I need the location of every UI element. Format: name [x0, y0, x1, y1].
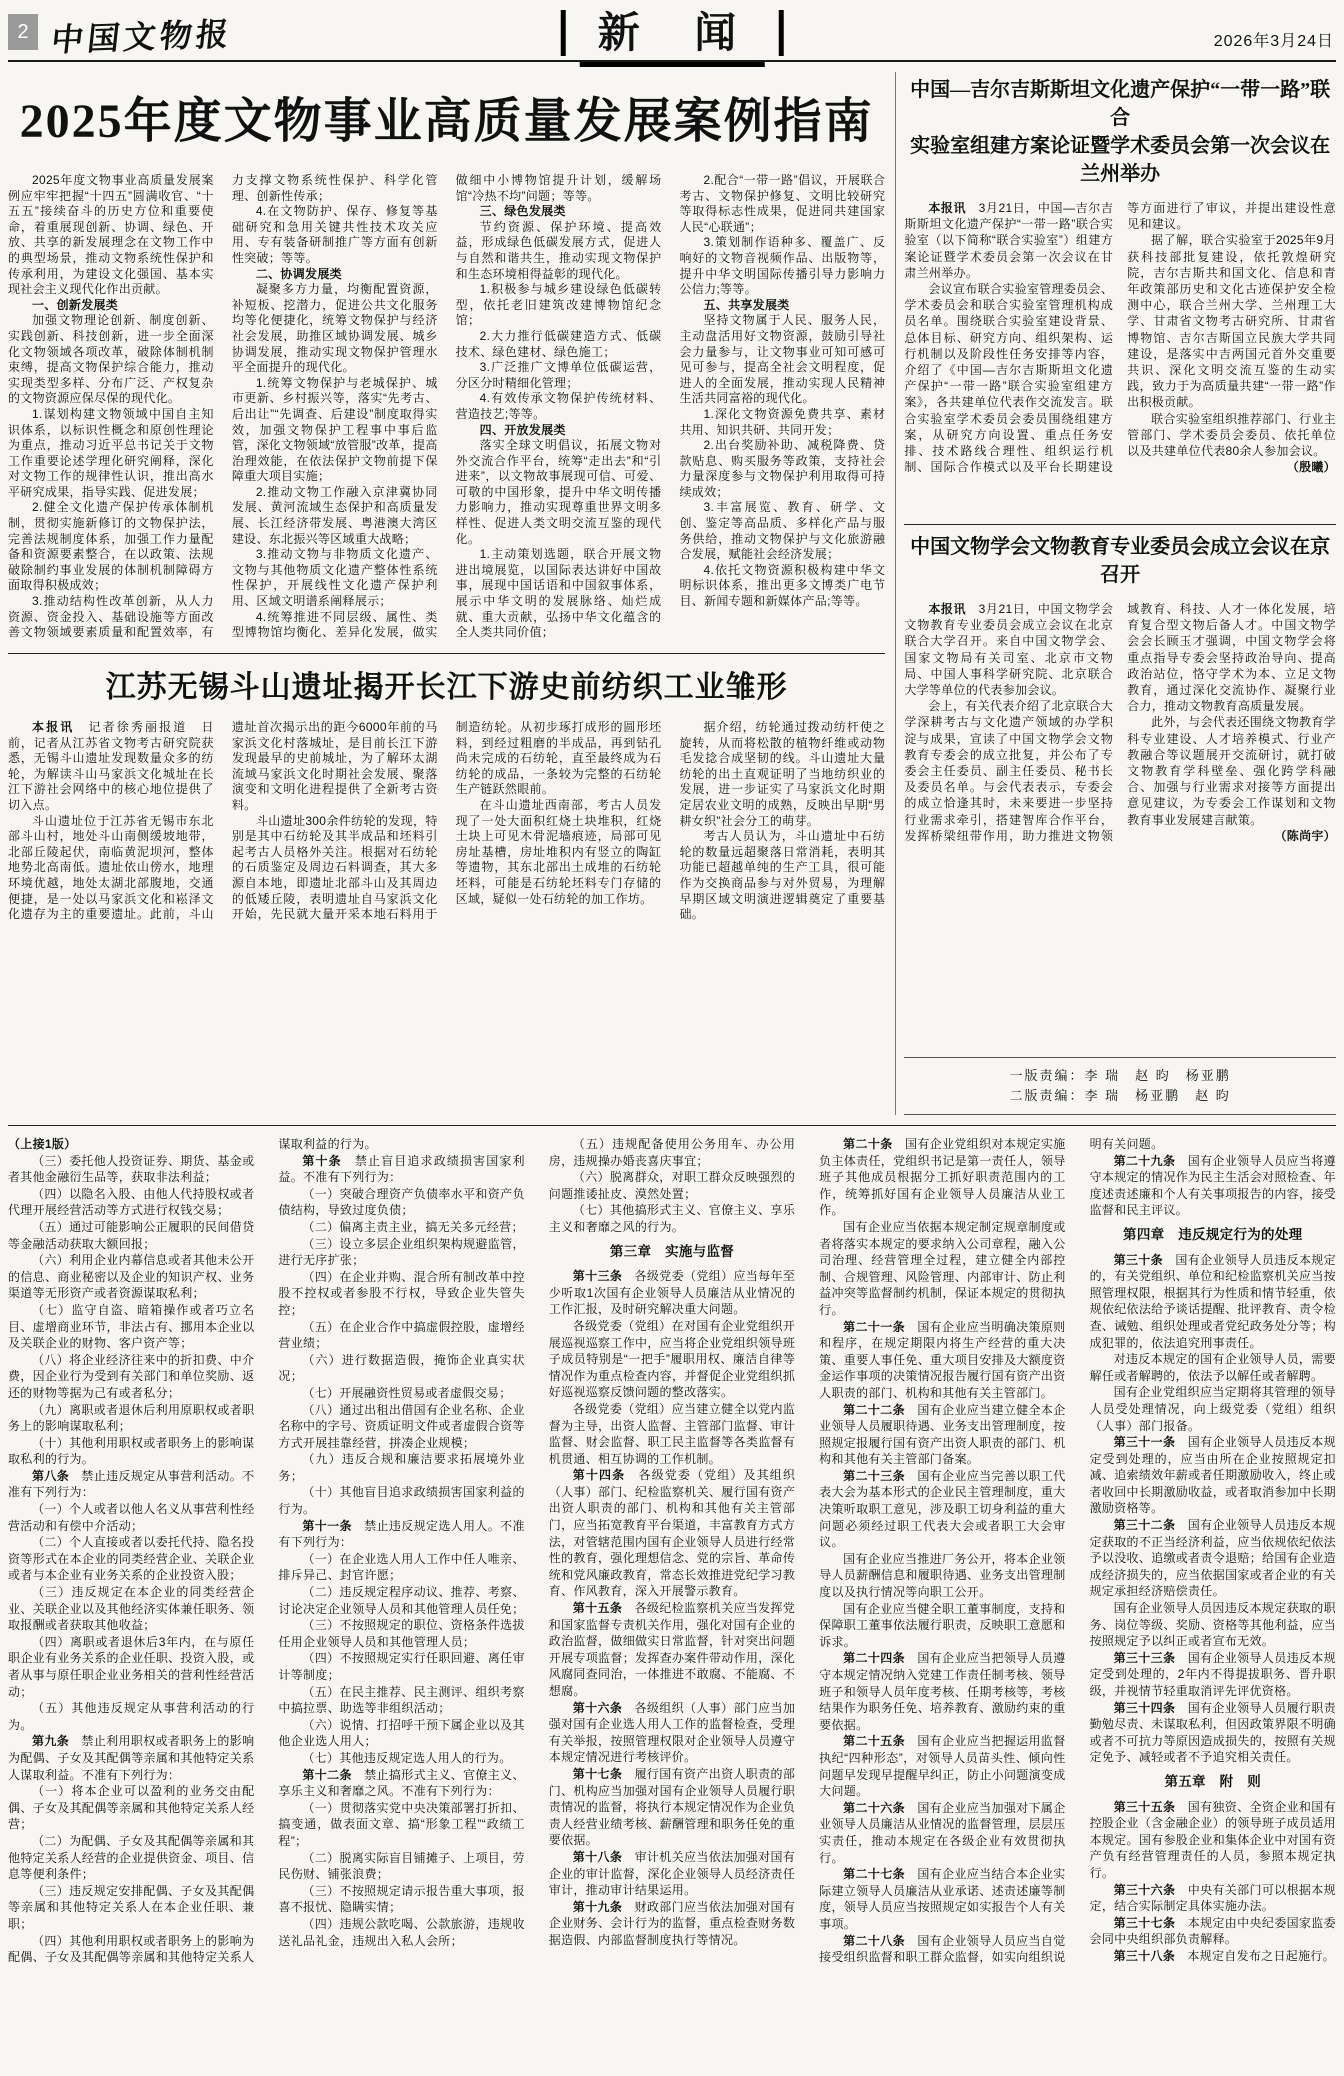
paragraph: 第十三条 各级党委（党组）应当每年至少听取1次国有企业领导人员廉洁从业情况的工作汇报，及时研究解决重大问题。 [548, 1269, 796, 1317]
paragraph: （八）通过出租出借国有企业名称、企业名称中的字号、资质证明文件或者虚假合资等方式开展挂靠经营，拼凑企业规模； [278, 1402, 525, 1450]
paragraph: （三）委托他人投资证券、期货、基金或者其他金融衍生品等，获取非法利益； [8, 1153, 255, 1185]
paragraph: 第二十九条 国有企业领导人员应当将遵守本规定的情况作为民主生活会对照检查、年度述责述廉和个人有关事项报告的内容，接受监督和民主评议。 [1089, 1153, 1336, 1218]
paragraph: （四）在企业并购、混合所有制改革中控股不控权或者参股不行权，导致企业失管失控； [278, 1269, 525, 1317]
paragraph: （四）不按照规定实行任职回避、离任审计等制度； [278, 1651, 525, 1682]
paragraph: （四）以隐名入股、由他人代持股权或者代理开展经营活动等方式进行权钱交易； [8, 1186, 255, 1218]
paragraph: 第二十二条 国有企业应当建立健全本企业领导人员履职待遇、业务支出管理制度，按照规定报履行国有资产出资人职责的部门、机构和其他有关主管部门备案。 [819, 1402, 1066, 1467]
paragraph: 斗山遗址300余件纺轮的发现，特别是其中石纺轮及其半成品和坯料引起考古人员格外关注。根据对石纺轮的石质鉴定及周边石料调查，其大多源自本地，即遗址北部斗山及其周边的低矮丘陵，表明遗址自马家浜文化开始，先民就大量开采本地石料用于制造纺轮。从初步琢打成形的圆形坯料，到经过粗磨的半成品，再到钻孔尚未完成的石纺轮，直至最终成为石纺轮的成品，一条较为完整的石纺轮生产链跃然眼前。 [231, 720, 662, 922]
paragraph: 第五章 附 则 [1164, 1773, 1262, 1789]
paragraph: 第十二条 禁止搞形式主义、官僚主义、享乐主义和奢靡之风。不准有下列行为： [278, 1767, 525, 1799]
paragraph: 一、创新发展类 [32, 297, 119, 312]
paragraph: 3.推动结构性改革创新，从人力资源、资金投入、基础设施等方面改善文物领域要素质量和配置效率，有力支撑文物系统性保护、科学化管理、创新性传承； [8, 173, 438, 640]
regulation-section [8, 1125, 1336, 2076]
paragraph: 对违反本规定的国有企业领导人员，需要解任或者解聘的，依法予以解任或者解聘。 [1089, 1352, 1336, 1383]
section-title-wrap [547, 6, 798, 60]
paragraph: 本报讯 3月21日，中国文物学会文物教育专业委员会成立会议在北京联合大学召开。来自中国文物学会、国家文物局有关司室、北京市文物局、中国人事科学研究院、北京联合大学等单位的代表参加会议。 [904, 602, 1114, 698]
main-article-body [8, 173, 885, 641]
paragraph: 二、协调发展类 [255, 266, 342, 281]
paragraph: （四）其他利用职权或者职务上的影响为配偶、子女及其配偶等亲属和其他特定关系人谋取利益的行为。 [8, 1137, 377, 1965]
paragraph: 1.深化文物资源免费共享、素材共用、知识共研、共同开发； [679, 406, 886, 437]
paragraph: 加强文物理论创新、制度创新、实践创新、科技创新，进一步全面深化文物领域各项改革，破除体制机制束缚，提高文物保护综合能力，推动实现类型多样、分布广泛、产权复杂的文物资源应保尽保的现代化。 [8, 313, 214, 406]
paragraph: 据了解，联合实验室于2025年9月获科技部批复建设，依托敦煌研究院，吉尔吉斯共和国文化、信息和青年政策部历史和文化古迹保护安全检测中心，联合兰州大学、兰州理工大学、甘肃省文物考古研究所、甘肃省博物馆、吉尔吉斯国立民族大学共同建设，是落实中吉两国元首外交重要共识、深化文明交流互鉴的生动实践，致力于为高质量共建“一带一路”作出积极贡献。 [1127, 233, 1336, 410]
paragraph: （十）其他利用职权或者职务上的影响谋取私利的行为。 [8, 1435, 255, 1467]
paragraph: 第三十二条 国有企业领导人员违反本规定获取的不正当经济利益，应当依规依纪依法予以没收、追缴或者责令退赔；给国有企业造成经济损失的，应当依据国家或者企业的有关规定承担经济赔偿责任。 [1089, 1518, 1336, 1599]
paragraph: （三）不按照规定请示报告重大事项，报喜不报忧、隐瞒实情； [278, 1883, 525, 1915]
paragraph: 1.统筹文物保护与老城保护、城市更新、乡村振兴等，落实“先考古、后出让”“先调查、后建设”制度取得实效，加强文物保护工程事中事后监管，深化文物领域“放管服”改革，提高治理效能，在依法保护文物前提下保障重大项目实施； [231, 375, 438, 484]
paragraph: 国有企业应当依据本规定制定规章制度或者将落实本规定的要求纳入公司章程，融入公司治理、经营管理全过程，建立健全内部控制、合规管理、风险管理、内部审计、防止利益冲突等监督制约机制，保证本规定的贯彻执行。 [819, 1219, 1066, 1317]
paragraph: 第四章 违反规定行为的处理 [1123, 1226, 1303, 1242]
paragraph: （二）偏离主责主业，搞无关多元经营； [302, 1219, 524, 1234]
jiangsu-article-headline: 江苏无锡斗山遗址揭开长江下游史前纺织工业雏形 [105, 671, 788, 704]
paragraph: （十）其他盲目追求政绩损害国家利益的行为。 [278, 1485, 525, 1517]
paragraph: （七）监守自盗、暗箱操作或者巧立名目、虚增商业环节，非法占有、挪用本企业以及关联企业的财物、客户资产等； [8, 1302, 255, 1351]
paragraph: （八）将企业经济往来中的折扣费、中介费，因企业行为受到有关部门和单位奖励、返还的财物等据为己有或者私分； [8, 1352, 255, 1400]
right-article1-headline [904, 76, 1336, 188]
divider-right-articles [904, 524, 1336, 525]
paragraph: 国有企业应当推进厂务公开，将本企业领导人员薪酬信息和履职待遇、业务支出管理制度以及执行情况等向职工公开。 [819, 1551, 1066, 1600]
paragraph: 考古人员认为，斗山遗址中石纺轮的数量远超聚落日常消耗，表明其功能已超越单纯的生产工具，很可能作为交换商品参与对外贸易，为理解早期区域文明演进逻辑奠定了重要基础。 [679, 829, 886, 922]
paragraph: 落实全球文明倡议，拓展文物对外交流合作平台，统筹“走出去”和“引进来”，以文物故事展现可信、可爱、可敬的中国形象，提升中华文明传播力影响力，推动实现尊重世界文明多样性、促进人类文明交流互鉴的现代化。 [455, 438, 662, 546]
paragraph: （五）在民主推荐、民主测评、组织考察中搞拉票、助选等非组织活动； [278, 1684, 525, 1716]
paragraph: （七）开展融资性贸易或者虚假交易； [302, 1385, 512, 1400]
paragraph: 第二十一条 国有企业应当明确决策原则和程序，在规定期限内将生产经营的重大决策、重要人事任免、重大项目安排及大额度资金运作事项的决策情况报告履行国有资产出资人职责的部门、机构和其他有关主管部门。 [819, 1319, 1066, 1400]
paragraph: 第九条 禁止利用职权或者职务上的影响为配偶、子女及其配偶等亲属和其他特定关系人谋取利益。不准有下列行为： [8, 1734, 255, 1782]
paragraph: （六）利用企业内幕信息或者其他未公开的信息、商业秘密以及企业的知识产权、业务渠道等无形资产或者资源谋取私利； [8, 1253, 255, 1301]
paragraph: 第三十三条 国有企业领导人员违反本规定受到处理的，2年内不得提拔职务、晋升职级，并视情节轻重取消评先评优资格。 [1089, 1650, 1336, 1698]
paragraph: 第三十一条 国有企业领导人员违反本规定受到处理的，应当由所在企业按照规定扣减、追索绩效年薪或者任期激励收入，终止或者收回中长期激励收益，或者取消参加中长期激励资格等。 [1089, 1435, 1336, 1516]
paragraph: 3.丰富展览、教育、研学、文创、鉴定等高品质、多样化产品与服务供给，推动文物保护与文化旅游融合发展，赋能社会经济发展； [679, 500, 886, 562]
paragraph: （四）离职或者退休后3年内，在与原任职企业有业务关系的企业任职、投资入股，或者从事与原任职企业业务相关的营利性经营活动； [8, 1634, 255, 1699]
section-bar-right-icon [778, 10, 783, 56]
paragraph: 2.大力推行低碳建造方式、低碳技术、绿色建材、绿色施工； [455, 328, 662, 359]
paragraph: 第三十六条 中央有关部门可以根据本规定，结合实际制定具体实施办法。 [1089, 1882, 1336, 1914]
paragraph: 第二十四条 国有企业应当把领导人员遵守本规定情况纳入党建工作责任制考核、领导班子和领导人员年度考核、任期考核等，考核结果作为职务任免、培养教育、激励约束的重要依据。 [819, 1651, 1066, 1732]
paragraph: （二）脱离实际盲目铺摊子、上项目，劳民伤财、铺张浪费； [278, 1850, 525, 1882]
paragraph: 第八条 禁止违反规定从事营利活动。不准有下列行为： [8, 1468, 255, 1500]
paragraph: （上接1版） [8, 1137, 77, 1151]
paragraph: （二）个人直接或者以委托代持、隐名投资等形式在本企业的同类经营企业、关联企业或者与本企业有业务关系的企业投资入股； [8, 1535, 255, 1583]
editors-box [904, 1057, 1336, 1115]
paragraph: （二）违反规定程序动议、推荐、考察、讨论决定企业领导人员和其他管理人员任免； [278, 1585, 525, 1616]
paragraph: （三）不按照规定的职位、资格条件选拔任用企业领导人员和其他管理人员； [278, 1618, 525, 1649]
paragraph: 第十一条 禁止违反规定选人用人。不准有下列行为： [278, 1518, 525, 1550]
paragraph: 第十九条 财政部门应当依法加强对国有企业财务、会计行为的监督，重点检查财务数据造假、内部监督制度执行等情况。 [548, 1899, 796, 1947]
paragraph: 第二十八条 国有企业领导人员应当自觉接受组织监督和职工群众监督，如实向组织说明有关问题。 [819, 1137, 1164, 1965]
editors-line1: 一版责编：李 瑞 赵 昀 杨亚鹏 [1009, 1068, 1231, 1083]
paragraph: 4.统筹推进不同层级、属性、类型博物馆均衡化、差异化发展，做实做细中小博物馆提升计划，缓解场馆“冷热不均”问题；等等。 [231, 173, 662, 640]
right-zone [895, 72, 1336, 1115]
section-title: 新 闻 [580, 0, 765, 67]
paragraph: （三）违反规定在本企业的同类经营企业、关联企业以及其他经济实体兼任职务、领取报酬或者获取其他收益； [8, 1585, 255, 1633]
paragraph: （四）违规公款吃喝、公款旅游，违规收送礼品礼金，违规出入私人会所； [278, 1916, 525, 1948]
section-bar-left-icon [561, 10, 566, 56]
paragraph: 1.积极参与城乡建设绿色低碳转型，依托老旧建筑改建博物馆纪念馆； [455, 282, 662, 328]
main-article-headline: 2025年度文物事业高质量发展案例指南 [19, 95, 874, 148]
page-number: 2 [8, 14, 38, 50]
divider-main-jiangsu [8, 653, 885, 654]
paragraph: （五）其他违反规定从事营利活动的行为。 [8, 1701, 255, 1732]
paragraph: 2.健全文化遗产保护传承体制机制，贯彻实施新修订的文物保护法，完善法规制度体系，加强工作力量配备和资源要素整合，在以政策、法规破除制约事业发展的体制机制障碍方面取得积极成效； [8, 500, 214, 593]
top-section [8, 72, 1336, 1115]
paragraph: 各级党委（党组）在对国有企业党组织开展巡视巡察工作中，应当将企业党组织领导班子成员特别是“一把手”履职用权、廉洁自律等情况作为重点检查内容，并督促企业党组织抓好巡视巡察反馈问题的整改落实。 [548, 1318, 796, 1400]
paragraph: 会议宣布联合实验室管理委员会、学术委员会和联合实验室管理机构成员名单。围绕联合实验室建设背景、总体目标、研究方向、组织架构、运行机制以及阶段性任务安排等内容，介绍了《中国—吉尔吉斯斯坦文化遗产保护“一带一路”联合实验室组建方案》，各共建单位代表作交流发言。联合实验室学术委员会委员围绕组建方案，从研究方向设置、重点任务安排、技术路线合理性、组织运行机制、国际合作模式以及平台长期建设等方面进行了审议，并提出建设性意见和建议。 [904, 201, 1336, 475]
paragraph: 第十六条 各级组织（人事）部门应当加强对国有企业选人用人工作的监督检查，受理有关举报，按照管理权限对企业领导人员遵守本规定情况进行考核评价。 [548, 1700, 796, 1765]
paragraph: （五）违规配备使用公务用车、办公用房，违规操办婚丧喜庆事宜； [548, 1137, 796, 1168]
paragraph: （六）脱离群众，对职工群众反映强烈的问题推诿扯皮、漠然处置； [548, 1170, 796, 1201]
paragraph: 坚持文物属于人民、服务人民，主动盘活用好文物资源，鼓励引导社会力量参与，让文物事业可知可感可见可参与，提高全社会文明程度，促进人的全面发展，推动实现人民精神生活共同富裕的现代化。 [679, 313, 886, 406]
paragraph: （陈尚宇） [1274, 828, 1336, 843]
paragraph: 五、共享发展类 [703, 297, 790, 312]
paragraph: 节约资源、保护环境、提高效益，形成绿色低碳发展方式，促进人与自然和谐共生，推动实现文物保护和生态环境相得益彰的现代化。 [455, 219, 662, 281]
paragraph: 第二十六条 国有企业应当加强对下属企业领导人员廉洁从业情况的监督管理，层层压实责任，推动本规定在各级企业有效贯彻执行。 [819, 1800, 1066, 1865]
paragraph: 4.在文物防护、保存、修复等基础研究和急用关键共性技术攻关应用、专有装备研制推广等方面有创新性突破；等等。 [231, 204, 438, 265]
paragraph: 第三十四条 国有企业领导人员履行职责勤勉尽责、未谋取私利，但因政策界限不明确或者不可抗力等原因造成损失的，按照有关规定免予、减轻或者不予追究相关责任。 [1089, 1700, 1336, 1765]
paragraph: 2.出台奖励补助、减税降费、贷款贴息、购买服务等政策，支持社会力量深度参与文物保护利用取得可持续成效； [679, 438, 886, 499]
right-article2-headline: 中国文物学会文物教育专业委员会成立会议在京召开 [910, 536, 1331, 586]
paragraph: （三）设立多层企业组织架构规避监管，进行无序扩张； [278, 1236, 525, 1268]
masthead-logo: 中国文物报 [49, 15, 235, 59]
paragraph: 1.主动策划选题，联合开展文物进出境展览，以国际表达讲好中国故事，展现中国话语和中国叙事体系，展示中华文明的发展脉络、灿烂成就、重大贡献，弘扬中华文化蕴含的全人类共同价值； [455, 547, 662, 640]
paragraph: 各级党委（党组）应当建立健全以党内监督为主导，出资人监督、主管部门监督、审计监督、财会监督、职工民主监督等各类监督有机贯通、相互协调的工作机制。 [548, 1401, 796, 1466]
paragraph: 本报讯 3月21日，中国—吉尔吉斯斯坦文化遗产保护“一带一路”联合实验室（以下简称“联合实验室”）组建方案论证暨学术委员会第一次会议在甘肃兰州举办。 [904, 201, 1114, 280]
paragraph: 3.广泛推广文博单位低碳运营，分区分时精细化管理； [455, 360, 662, 390]
paragraph: 会上，有关代表介绍了北京联合大学深耕考古与文化遗产领域的办学积淀与成果，宣读了中国文物学会文物教育专委会的成立批复，并公布了专委会主任委员、副主任委员、秘书长及委员名单。与会代表表示，专委会的成立恰逢其时，未来要进一步坚持行业需求牵引，搭建智库合作平台，发挥桥梁纽带作用，助力推进文物领域教育、科技、人才一体化发展，培育复合型文物后备人才。中国文物学会会长顾玉才强调，中国文物学会将重点指导专委会坚持政治导向、提高政治站位，恪守学术为本、立足文物教育，通过深化交流协作、凝聚行业合力，推动文物教育高质量发展。 [904, 602, 1336, 843]
paragraph: （七）其他搞形式主义、官僚主义、享乐主义和奢靡之风的行为。 [548, 1203, 796, 1234]
page-banner [8, 6, 1336, 62]
paragraph: （九）离职或者退休后利用原职权或者职务上的影响谋取私利； [8, 1402, 255, 1434]
paragraph: （三）违反规定安排配偶、子女及其配偶等亲属和其他特定关系人在本企业任职、兼职； [8, 1883, 255, 1931]
paragraph: 2.推动文物工作融入京津冀协同发展、黄河流域生态保护和高质量发展、长江经济带发展、粤港澳大湾区建设、东北振兴等区域重大战略； [231, 484, 438, 546]
jiangsu-article-body [8, 720, 885, 972]
right-article2-body [904, 601, 1336, 1047]
paragraph: 2.配合“一带一路”倡议，开展联合考古、文物保护修复、文明比较研究等取得标志性成果，促进同共建国家人民“心联通”； [679, 173, 886, 234]
paragraph: 第十八条 审计机关应当依法加强对国有企业的审计监督，深化企业领导人员经济责任审计，推动审计结果运用。 [548, 1849, 796, 1898]
paragraph: 联合实验室组织推荐部门、行业主管部门、学术委员会委员、依托单位以及共建单位代表80余人参加会议。 [1127, 411, 1336, 459]
paragraph: 在斗山遗址西南部，考古人员发现了一处大面积红烧土块堆积，红烧土块上可见木骨泥墙痕迹，局部可见房址基槽，房址堆积内有竖立的陶缸等遗物，其东北部出土成堆的石纺轮坯料，可能是石纺轮坯料专门存储的区域，疑似一处石纺轮的加工作坊。 [455, 797, 662, 906]
issue-date: 2026年3月24日 [1213, 33, 1334, 50]
paragraph: （五）在企业合作中搞虚假控股，虚增经营业绩； [278, 1319, 525, 1351]
paragraph: 4.依托文物资源积极构建中华文明标识体系，推出更多文博类广电节目、新闻专题和新媒体产品;等等。 [679, 562, 886, 609]
right-article1-headline-line1: 中国—吉尔吉斯斯坦文化遗产保护“一带一路”联合 [910, 79, 1331, 129]
paragraph: 3.策划制作语种多、覆盖广、反响好的文物音视频作品、出版物等，提升中华文明国际传播引导力影响力公信力;等等。 [679, 235, 886, 297]
paragraph: 国有企业领导人员因违反本规定获取的职务、岗位等级、奖励、资格等其他利益，应当按照规定予以纠正或者宣布无效。 [1089, 1601, 1336, 1649]
paragraph: （二）为配偶、子女及其配偶等亲属和其他特定关系人经营的企业提供资金、项目、信息等便利条件； [8, 1833, 255, 1882]
paragraph: 四、开放发展类 [479, 422, 566, 437]
paragraph: 斗山遗址位于江苏省无锡市东北部斗山村，地处斗山南侧缓坡地带，北部丘陵起伏，南临黄泥坝河，整体地势北高南低。遗址依山傍水，地理环境优越，地处太湖北部腹地，交通便捷，是一处以马家浜文化和崧泽文化遗存为主的重要遗址。此前，斗山遗址首次揭示出的距今6000年前的马家浜文化村落城址，是目前长江下游发现最早的史前城址，为了解环太湖流域马家浜文化时期社会发展、聚落演变和文明化进程提供了全新考古资料。 [8, 720, 438, 922]
paragraph: 第十五条 各级纪检监察机关应当发挥党和国家监督专责机关作用，强化对国有企业的政治监督，做细做实日常监督，针对突出问题开展专项监督；发挥查办案件带动作用，深化风腐同查同治，一体推进不敢腐、不能腐、不想腐。 [548, 1601, 796, 1698]
paragraph: 第二十条 国有企业党组织对本规定实施负主体责任，党组织书记是第一责任人，领导班子其他成员根据分工抓好职责范围内的工作，统筹抓好国有企业领导人员廉洁从业工作。 [819, 1137, 1066, 1218]
paragraph: 第二十七条 国有企业应当结合本企业实际建立领导人员廉洁从业承诺、述责述廉等制度，领导人员应当按照规定如实报告个人有关事项。 [819, 1867, 1066, 1931]
paragraph: 第十七条 履行国有资产出资人职责的部门、机构应当加强对国有企业领导人员履行职责情况的监督，将执行本规定情况作为企业负责人经营业绩考核、薪酬管理和职务任免的重要依据。 [548, 1766, 796, 1848]
paragraph: 本报讯 记者徐秀丽报道 日前，记者从江苏省文物考古研究院获悉，无锡斗山遗址发现数量众多的纺轮，为解读斗山马家浜文化城址在长江下游社会网络中的核心地位提供了切入点。 [8, 720, 214, 812]
left-zone [8, 72, 885, 1115]
paragraph: 2025年度文物事业高质量发展案例应牢牢把握“十四五”圆满收官、“十五五”接续奋斗的历史方位和重要使命，着重展现创新、协调、绿色、开放、共享的新发展理念在文物工作中的典型场景，推动文物系统性保护和传承利用，为建设文化强国、基本实现社会主义现代化作出贡献。 [8, 173, 214, 297]
paragraph: （一）将本企业可以盈利的业务交由配偶、子女及其配偶等亲属和其他特定关系人经营； [8, 1784, 255, 1832]
paragraph: （一）突破合理资产负债率水平和资产负债结构，导致过度负债； [278, 1186, 525, 1218]
paragraph: 据介绍，纺轮通过拨动纺杆使之旋转，从而将松散的植物纤维或动物毛发捻合成坚韧的线。斗山遗址大量纺轮的出土直观证明了当地纺织业的发展，进一步证实了马家浜文化时期定居农业文明的成熟，反映出早期“男耕女织”社会分工的萌芽。 [679, 720, 886, 828]
paragraph: （殷曦） [1286, 460, 1336, 475]
paragraph: 国有企业党组织应当定期将其管理的领导人员受处理情况，向上级党委（党组）组织（人事）部门报备。 [1089, 1385, 1336, 1433]
paragraph: 第三十条 国有企业领导人员违反本规定的，有关党组织、单位和纪检监察机关应当按照管理权限，根据其行为性质和情节轻重，依规依纪依法给予谈话提醒、批评教育、责令检查、诫勉、组织处理或者党纪政务处分等；构成犯罪的，依法追究刑事责任。 [1089, 1252, 1336, 1350]
paragraph: （七）其他违反规定选人用人的行为。 [302, 1750, 512, 1765]
paragraph: 此外，与会代表还围绕文物教育学科专业建设、人才培养模式、行业产教融合等议题展开交流研讨，就打破文物教育学科壁垒、强化跨学科融合、加强与行业需求对接等方面提出意见建议，为专委会工作谋划和文物教育事业发展建言献策。 [1127, 715, 1336, 827]
paragraph: 第三十八条 本规定自发布之日起施行。 [1113, 1948, 1335, 1963]
paragraph: 第十条 禁止盲目追求政绩损害国家利益。不准有下列行为： [278, 1153, 525, 1185]
paragraph: （一）贯彻落实党中央决策部署打折扣、搞变通，做表面文章、搞“形象工程”“政绩工程”； [278, 1800, 525, 1848]
regulation-body [8, 1136, 1336, 2076]
paragraph: （六）说情、打招呼干预下属企业以及其他企业选人用人； [278, 1717, 525, 1749]
right-article1-headline-line2: 实验室组建方案论证暨学术委员会第一次会议在兰州举办 [910, 135, 1331, 185]
paragraph: 国有企业应当健全职工董事制度，支持和保障职工董事依法履行职责，反映职工意愿和诉求。 [819, 1601, 1066, 1649]
paragraph: 第三十七条 本规定由中央纪委国家监委会同中央组织部负责解释。 [1089, 1915, 1336, 1947]
paragraph: 第三十五条 国有独资、全资企业和国有控股企业（含金融企业）的领导班子成员适用本规定。国有参股企业和集体企业中对国有资产负有经营管理责任的人员，参照本规定执行。 [1089, 1799, 1336, 1880]
paragraph: （五）通过可能影响公正履职的民间借贷等金融活动获取大额回报； [8, 1219, 255, 1251]
editors-line2: 二版责编：李 瑞 杨亚鹏 赵 昀 [1009, 1088, 1231, 1103]
paragraph: 第二十三条 国有企业应当完善以职工代表大会为基本形式的企业民主管理制度，重大决策听取职工意见，涉及职工切身利益的重大问题必须经过职工代表大会或者职工大会审议。 [819, 1468, 1066, 1550]
right-article1-body [904, 200, 1336, 512]
paragraph: 4.有效传承文物保护传统材料、营造技艺;等等。 [455, 391, 662, 421]
paragraph: 第十四条 各级党委（党组）及其组织（人事）部门、纪检监察机关、履行国有资产出资人职责的部门、机构和其他有关主管部门，应当拓宽教育平台渠道，丰富教育方式方法，对管辖范围内国有企业领导人员进行经常性的教育，强化理想信念、党的宗旨、革命传统和党风廉政教育，常态长效推进党纪学习教育、作风教育，深入开展警示教育。 [548, 1468, 796, 1599]
paragraph: 3.推动文物与非物质文化遗产、文物与其他物质文化遗产整体性系统性保护，开展线性文化遗产保护利用、区域文明谱系阐释展示； [231, 547, 438, 609]
paragraph: 第三章 实施与监督 [609, 1243, 735, 1259]
paragraph: （九）违反合规和廉洁要求拓展境外业务； [278, 1452, 525, 1483]
paragraph: 三、绿色发展类 [479, 204, 566, 219]
paragraph: 第二十五条 国有企业应当把握运用监督执纪“四种形态”，对领导人员苗头性、倾向性问题早发现早提醒早纠正，防止小问题演变成大问题。 [819, 1734, 1066, 1799]
paragraph: （一）在企业选人用人工作中任人唯亲、排斥异己、封官许愿； [278, 1551, 525, 1583]
paragraph: 1.谋划构建文物领域中国自主知识体系，以标识性概念和原创性理论为重点，推动习近平总书记关于文物工作重要论述学理化研究阐释，深化对文物工作的规律性认识，推出高水平研究成果，指导实践、促进发展； [8, 406, 214, 499]
paragraph: 凝聚多方力量，均衡配置资源，补短板、挖潜力，促进公共文化服务均等化便捷化，统筹文物保护与经济社会发展，助推区域协调发展、城乡协调发展，推动实现文物保护管理水平全面提升的现代化。 [231, 282, 438, 375]
paragraph: （六）进行数据造假，掩饰企业真实状况； [278, 1352, 525, 1384]
paragraph: （一）个人或者以他人名义从事营利性经营活动和有偿中介活动； [8, 1502, 255, 1533]
